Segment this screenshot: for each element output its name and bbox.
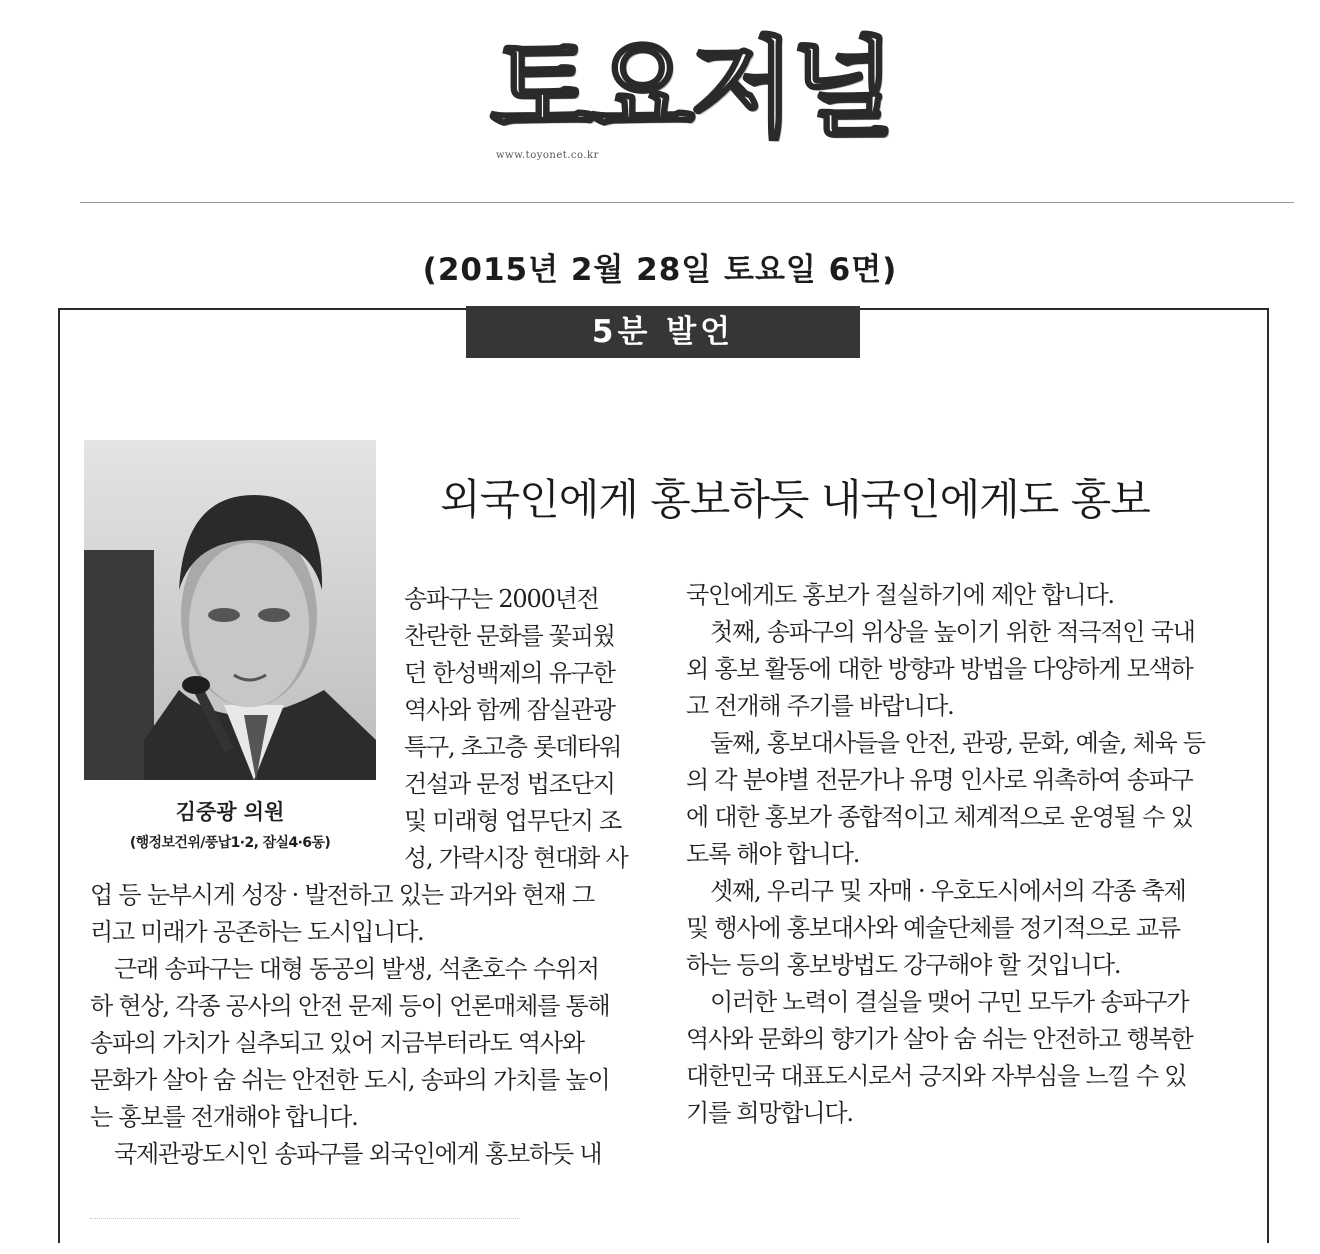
text-line: 송파구는 2000년전 — [404, 585, 599, 613]
text-line: 국제관광도시인 송파구를 외국인에게 홍보하듯 내 — [114, 1140, 602, 1168]
text-line: 외 홍보 활동에 대한 방향과 방법을 다양하게 모색하 — [686, 655, 1193, 683]
text-line: 송파의 가치가 실추되고 있어 지금부터라도 역사와 — [90, 1029, 584, 1057]
author-role: (행정보건위/풍납1·2, 잠실4·6동) — [129, 835, 331, 851]
text-line: 셋째, 우리구 및 자매 · 우호도시에서의 각종 축제 — [710, 877, 1186, 905]
text-line: 기를 희망합니다. — [686, 1099, 853, 1127]
text-line: 근래 송파구는 대형 동공의 발생, 석촌호수 수위저 — [114, 955, 599, 983]
text-line: 국인에게도 홍보가 절실하기에 제안 합니다. — [686, 581, 1114, 609]
text-line: 이러한 노력이 결실을 맺어 구민 모두가 송파구가 — [710, 988, 1189, 1016]
header-divider — [80, 202, 1294, 203]
text-line: 찬란한 문화를 꽃피웠 — [404, 622, 615, 650]
section-tag: 5분 발언 — [466, 306, 860, 358]
text-line: 성, 가락시장 현대화 사 — [404, 844, 628, 872]
text-line: 대한민국 대표도시로서 긍지와 자부심을 느낄 수 있 — [686, 1062, 1187, 1090]
text-line: 리고 미래가 공존하는 도시입니다. — [90, 918, 424, 946]
text-line: 및 미래형 업무단지 조 — [404, 807, 622, 835]
author-name: 김중광 의원 — [175, 800, 285, 824]
text-line: 도록 해야 합니다. — [686, 840, 860, 868]
text-line: 건설과 문정 법조단지 — [404, 770, 615, 798]
text-line: 는 홍보를 전개해야 합니다. — [90, 1103, 358, 1131]
portrait-photo-icon — [84, 440, 376, 780]
masthead — [490, 27, 892, 161]
newspaper-url: www.toyonet.co.kr — [496, 150, 599, 161]
text-line: 업 등 눈부시게 성장 · 발전하고 있는 과거와 현재 그 — [90, 881, 594, 909]
text-line: 의 각 분야별 전문가나 유명 인사로 위촉하여 송파구 — [686, 766, 1193, 794]
text-line: 특구, 초고층 롯데타워 — [404, 733, 622, 761]
text-line: 하 현상, 각종 공사의 안전 문제 등이 언론매체를 통해 — [90, 992, 610, 1020]
text-line: 에 대한 홍보가 종합적이고 체계적으로 운영될 수 있 — [686, 803, 1193, 831]
article-headline: 외국인에게 홍보하듯 내국인에게도 홍보 — [440, 475, 1150, 524]
text-line: 문화가 살아 숨 쉬는 안전한 도시, 송파의 가치를 높이 — [90, 1066, 610, 1094]
issue-date: (2015년 2월 28일 토요일 6면) — [422, 252, 898, 288]
text-line: 둘째, 홍보대사들을 안전, 관광, 문화, 예술, 체육 등 — [710, 729, 1205, 757]
newspaper-logo: 토요저널 — [490, 27, 892, 152]
text-line: 역사와 문화의 향기가 살아 숨 쉬는 안전하고 행복한 — [686, 1025, 1193, 1053]
text-line: 고 전개해 주기를 바랍니다. — [686, 692, 954, 720]
text-line: 하는 등의 홍보방법도 강구해야 할 것입니다. — [686, 951, 1121, 979]
text-line: 던 한성백제의 유구한 — [404, 659, 615, 687]
text-line: 역사와 함께 잠실관광 — [404, 696, 615, 724]
text-line: 첫째, 송파구의 위상을 높이기 위한 적극적인 국내 — [710, 618, 1195, 646]
text-line: 및 행사에 홍보대사와 예술단체를 정기적으로 교류 — [686, 914, 1180, 942]
article-frame-bottom — [90, 1218, 520, 1219]
